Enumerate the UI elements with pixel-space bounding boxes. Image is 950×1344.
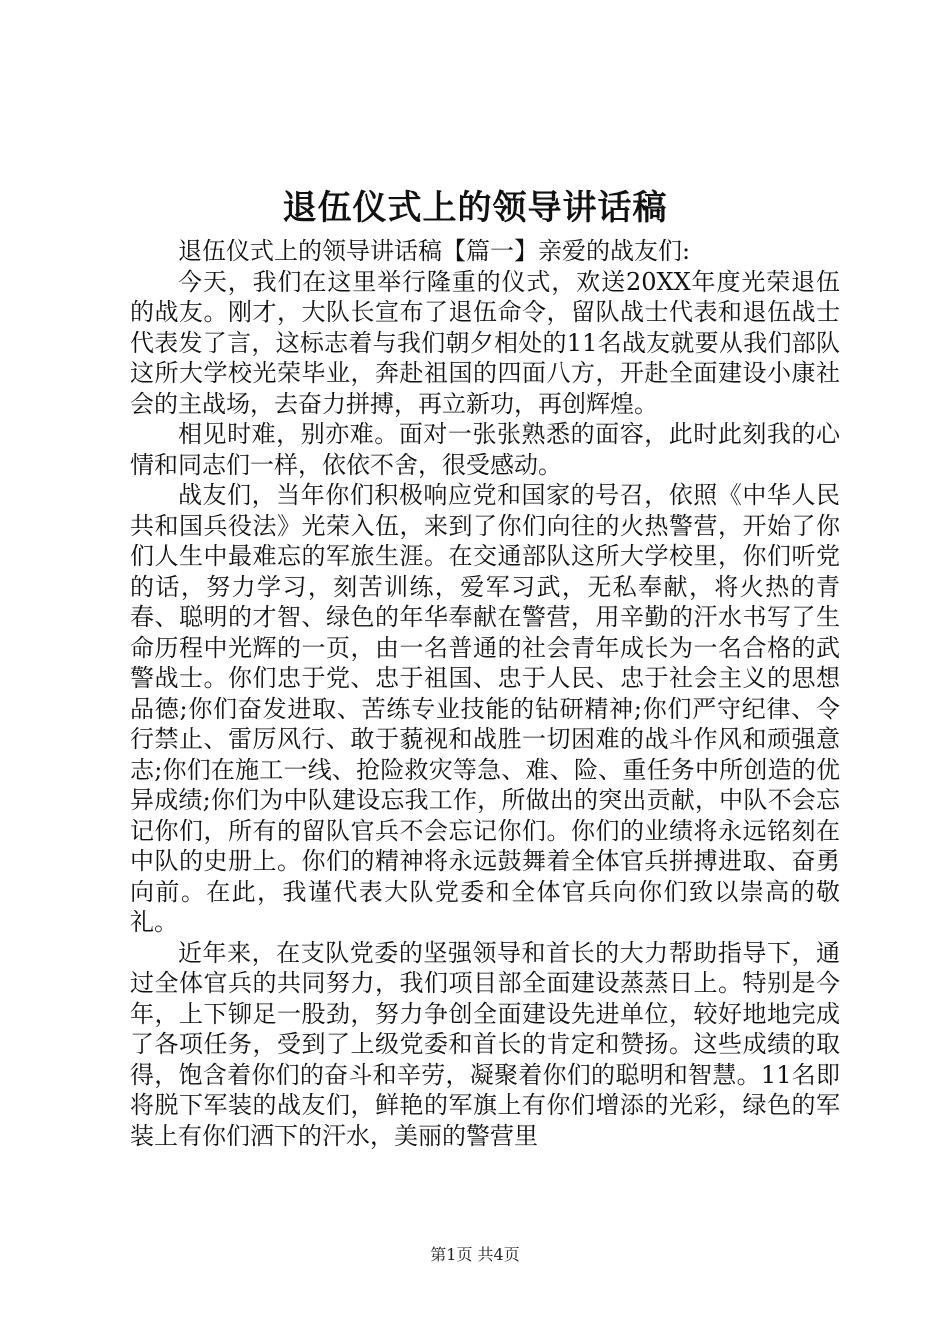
paragraph-3: 战友们，当年你们积极响应党和国家的号召，依照《中华人民共和国兵役法》光荣入伍，来到了你们向往的火热警营，开始了你们人生中最难忘的军旅生涯。在交通部队这所大学校里，你们听党的话，努力学习，刻苦训练，爱军习武，无私奉献，将火热的青春、聪明的才智、绿色的年华奉献在警营，用辛勤的汗水书写了生命历程中光辉的一页，由一名普通的社会青年成长为一名合格的武警战士。你们忠于党、忠于祖国、忠于人民、忠于社会主义的思想品德;你们奋发进取、苦练专业技能的钻研精神;你们严守纪律、令行禁止、雷厉风行、敢于藐视和战胜一切困难的战斗作风和顽强意志;你们在施工一线、抢险救灾等急、难、险、重任务中所创造的优异成绩;你们为中队建设忘我工作，所做出的突出贡献，中队不会忘记你们，所有的留队官兵不会忘记你们。你们的业绩将永远铭刻在中队的史册上。你们的精神将永远鼓舞着全体官兵拼搏进取、奋勇向前。在此，我谨代表大队党委和全体官兵向你们致以崇高的敬礼。 (130, 481, 840, 936)
page-number-footer: 第1页 共4页 (430, 1245, 520, 1264)
document-body (130, 236, 840, 1151)
paragraph-1: 今天，我们在这里举行隆重的仪式，欢送20XX年度光荣退伍的战友。刚才，大队长宣布了退伍命令，留队战士代表和退伍战士代表发了言，这标志着与我们朝夕相处的11名战友就要从我们部队这所大学校光荣毕业，奔赴祖国的四面八方，开赴全面建设小康社会的主战场，去奋力拼搏，再立新功，再创辉煌。 (130, 267, 840, 418)
paragraph-4: 近年来，在支队党委的坚强领导和首长的大力帮助指导下，通过全体官兵的共同努力，我们项目部全面建设蒸蒸日上。特别是今年，上下铆足一股劲，努力争创全面建设先进单位，较好地地完成了各项任务，受到了上级党委和首长的肯定和赞扬。这些成绩的取得，饱含着你们的奋斗和辛劳，凝聚着你们的聪明和智慧。11名即将脱下军装的战友们，鲜艳的军旗上有你们增添的光彩，绿色的军装上有你们洒下的汗水，美丽的警营里 (130, 938, 840, 1150)
paragraph-intro: 退伍仪式上的领导讲话稿【篇一】亲爱的战友们: (178, 237, 691, 265)
paragraph-2: 相见时难，别亦难。面对一张张熟悉的面容，此时此刻我的心情和同志们一样，依依不舍，很受感动。 (130, 420, 840, 479)
document-title: 退伍仪式上的领导讲话稿 (282, 188, 668, 228)
